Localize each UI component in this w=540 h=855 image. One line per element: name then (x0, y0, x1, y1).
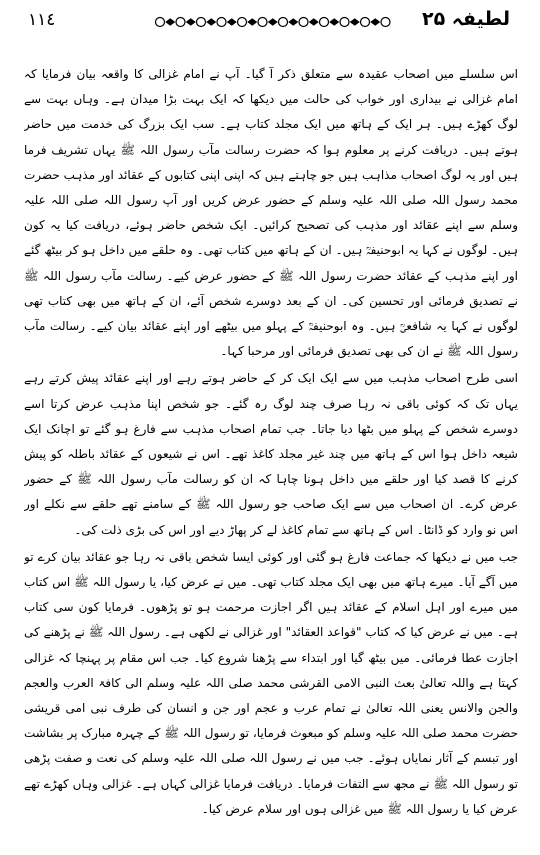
header-ornament (150, 12, 400, 32)
page-number: ١١٤ (28, 10, 56, 30)
ornament-diamond (351, 19, 359, 25)
ornament-diamond (371, 19, 379, 25)
ornament-ring (279, 18, 288, 27)
ornament-diamond (228, 19, 236, 25)
ornament-ring (176, 18, 185, 27)
ornament-ring (299, 18, 308, 27)
ornament-ring (320, 18, 329, 27)
paragraph-2: اسی طرح اصحاب مذہب میں سے ایک ایک کر کے حاضر ہوتے رہے اور اپنے عقائد پیش کرتے رہے یہاں تک کہ کوئی باقی نہ رہا صرف چند لوگ رہ گئے۔ جو شخص اپنا مذہب عرض کرتا اسے دوسرے شخص کے پہلو میں بٹھا دیا جاتا۔ جب تمام اصحاب مذہب سے فارغ ہو گئے تو اچانک ایک شیعہ داخل ہوا اس کے ہاتھ میں چند غیر مجلد کاغذ تھے۔ اس نے شیعوں کے عقائد باطلہ کو پیش کرنے کا قصد کیا اور حلقے میں داخل ہونا چاہا کہ ان کو رسالت مآب رسول اللہ ﷺ کے حضور عرض کرے۔ ان اصحاب میں سے ایک صاحب جو رسول اللہ ﷺ کے سامنے تھے حلقے سے نکلے اور اس نو وارد کو ڈانٹا۔ اس کے ہاتھ سے تمام کاغذ لے کر پھاڑ دیے اور اس کی بڑی ذلت کی۔ (24, 371, 518, 537)
ornament-ring (217, 18, 226, 27)
page-header (0, 0, 540, 50)
ornament-diamond (289, 19, 297, 25)
ornament-diamond (207, 19, 215, 25)
section-title: لطیفہ ۲۵ (421, 8, 510, 30)
paragraph-1: اس سلسلے میں اصحاب عقیدہ سے متعلق ذکر آ گیا۔ آپ نے امام غزالی کا واقعہ بیان فرمایا کہ امام غزالی نے بیداری اور خواب کی حالت میں دیکھا کہ ایک بہت بڑا میدان ہے۔ وہاں بہت سے لوگ کھڑے ہیں۔ ہر ایک کے ہاتھ میں ایک مجلد کتاب ہے۔ سب ایک بزرگ کی خدمت میں حاضر ہوتے ہیں۔ دریافت کرنے پر معلوم ہوا کہ حضرت رسالت مآب رسول اللہ ﷺ یہاں تشریف فرما ہیں اور یہ لوگ اصحاب مذاہب ہیں جو چاہتے ہیں کہ اپنی اپنی کتابوں کے عقائد اور مذہب حضرت محمد رسول اللہ صلی اللہ علیہ وسلم کے حضور عرض کریں اور آپ رسول اللہ صلی اللہ علیہ وسلم سے اپنے عقائد اور مذہب کی تصحیح کرائیں۔ ایک شخص حاضر ہوئے، دریافت کیا یہ کون ہیں۔ لوگوں نے کہا یہ ابوحنیفہؒ ہیں۔ ان کے ہاتھ میں کتاب تھی۔ وہ حلقے میں داخل ہو کر بیٹھ گئے اور اپنے مذہب کے عقائد حضرت رسول اللہ ﷺ کے حضور عرض کیے۔ رسالت مآب رسول اللہ ﷺ نے تصدیق فرمائی اور تحسین کی۔ ان کے بعد دوسرے شخص آئے، ان کے ہاتھ میں بھی کتاب تھی لوگوں نے کہا یہ شافعیؒ ہیں۔ وہ ابوحنیفہؒ کے پہلو میں بیٹھے اور اپنے عقائد بیان کیے۔ رسالت مآب رسول اللہ ﷺ نے ان کی بھی تصدیق فرمائی اور مرحبا کہا۔ (24, 67, 518, 359)
ornament-diamond (248, 19, 256, 25)
paragraph-3: جب میں نے دیکھا کہ جماعت فارغ ہو گئی اور کوئی ایسا شخص باقی نہ رہا جو عقائد بیان کرے تو میں آگے آیا۔ میرے ہاتھ میں بھی ایک مجلد کتاب تھی۔ میں نے عرض کیا، یا رسول اللہ ﷺ اس کتاب میں میرے اور اہل اسلام کے عقائد ہیں اگر اجازت مرحمت ہو تو پڑھوں۔ فرمایا کون سی کتاب ہے۔ میں نے عرض کیا کہ کتاب "قواعد العقائد" اور غزالی نے لکھی ہے۔ رسول اللہ ﷺ نے پڑھنے کی اجازت عطا فرمائی۔ میں بیٹھ گیا اور ابتداء سے پڑھنا شروع کیا۔ جب اس مقام پر پہنچا کہ غزالی کہتا ہے واللہ تعالیٰ بعث النبی الامی القرشی محمد صلی اللہ علیہ وسلم الی کافۃ العرب والعجم والجن والانس یعنی اللہ تعالیٰ نے تمام عرب و عجم اور جن و انسان کی طرف نبی امی قریشی حضرت محمد صلی اللہ علیہ وسلم کو مبعوث فرمایا، تو رسول اللہ ﷺ کے چہرہ مبارک پر بشاشت اور تبسم کے آثار نمایاں ہوئے۔ جب میں نے رسول اللہ صلی اللہ علیہ وسلم کی نعت و صفت پڑھی تو رسول اللہ ﷺ نے مجھ سے التفات فرمایا۔ دریافت فرمایا غزالی کہاں ہے۔ غزالی وہاں کھڑے تھے عرض کیا یا رسول اللہ ﷺ میں غزالی ہوں اور سلام عرض کیا۔ (24, 549, 518, 816)
ornament-ring (156, 18, 165, 27)
ornament-diamond (330, 19, 338, 25)
ornament-ring (361, 18, 370, 27)
ornament-ring (381, 18, 390, 27)
ornament-diamond (310, 19, 318, 25)
page-body (24, 62, 518, 842)
ornament-diamond (166, 19, 174, 25)
ornament-diamond (187, 19, 195, 25)
ornament-diamond (269, 19, 277, 25)
ornament-ring (340, 18, 349, 27)
ornament-ring (258, 18, 267, 27)
ornament-ring (238, 18, 247, 27)
ornament-ring (197, 18, 206, 27)
